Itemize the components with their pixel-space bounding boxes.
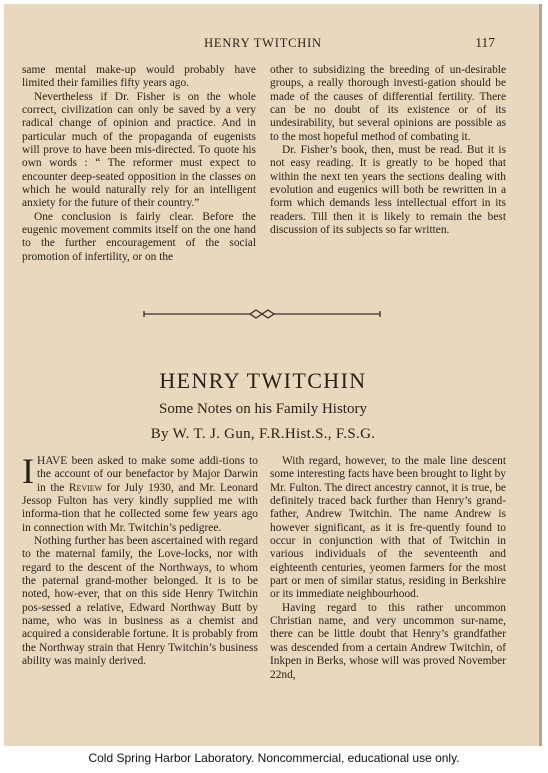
article-paragraph: Nothing further has been ascertained with regard to the maternal family, the Love-locks, nor with regard to the descent of the Northways, to whom the paternal grand-mother belonged. It is to be noted, how-ever, that on this side Henry Twitchin pos-sessed a relative, Edward Northway Butt by name, who was in business as a chemist and acquired a considerable fortune. It is probably from the Northway strain that Henry Twitchin’s business ability was mainly derived. — [22, 535, 258, 668]
review-paragraph: other to subsidizing the breeding of un-desirable groups, a really thorough investi-gation should be made of the causes of differential fertility. There can be no doubt of its existence or of its undesirability, but several opinions are possible as to the most hopeful method of combating it. — [270, 64, 506, 143]
section-divider-ornament — [138, 307, 386, 321]
article-subtitle: Some Notes on his Family History — [159, 401, 367, 417]
journal-name: Review — [68, 481, 103, 494]
drop-cap: I — [22, 451, 34, 491]
article-byline: By W. T. J. Gun, F.R.Hist.S., F.S.G. — [150, 426, 376, 442]
article-column-left — [22, 451, 258, 669]
running-head: HENRY TWITCHIN — [204, 36, 322, 50]
review-paragraph: One conclusion is fairly clear. Before the eugenic movement commits itself on the one hand to the further encouragement of the social promotion of infertility, or on the — [22, 210, 256, 263]
review-paragraph: same mental make-up would probably have limited their families fifty years ago. — [22, 64, 256, 90]
review-column-left — [22, 64, 256, 264]
review-paragraph: Nevertheless if Dr. Fisher is on the whole correct, civilization can only be saved by a very radical change of opinion and practice. And in particular much of the propaganda of eugenists will prove to have been mis-directed. To quote his own words : “ The reformer must expect to encounter deep-seated opposition in the classes on which he would naturally rely for an intelligent anxiety for the future of their country.” — [22, 90, 256, 210]
journal-page — [4, 4, 542, 746]
archive-credit-footer: Cold Spring Harbor Laboratory. Noncommercial, educational use only. — [88, 751, 460, 765]
article-paragraph: With regard, however, to the male line descent some interesting facts have been brought to light by Mr. Fulton. The direct ancestry cannot, it is true, be definitely traced back further than Henry’s grand-father, Andrew Twitchin. The name Andrew is however significant, as it is fre-quently found to occur in conjunction with that of Twitchin in various individuals of the seventeenth and eighteenth centuries, yeomen farmers for the most part or men of similar status, residing in Berkshire or its immediate neighbourhood. — [270, 455, 506, 601]
article-paragraph: Having regard to this rather uncommon Christian name, and very uncommon sur-name, there can be little doubt that Henry’s grandfather was descended from a certain Andrew Twitchin, of Inkpen in Berks, whose will was proved November 22nd, — [270, 601, 506, 681]
article-column-right — [270, 455, 506, 682]
article-paragraph: IHAVE been asked to make some addi-tions to the account of our benefactor by Major Darwin in the Review for July 1930, and Mr. Leonard Jessop Fulton has very kindly supplied me with informa-tion that he collected some few years ago in connection with Mr. Twitchin’s pedigree. — [22, 451, 258, 534]
review-paragraph: Dr. Fisher’s book, then, must be read. But it is not easy reading. It is greatly to be hoped that within the next ten years the sections dealing with evolution and eugenics will both be rewritten in a form which demands less intellectual effort in its readers. Till then it is likely to remain the best discussion of its subjects so far written. — [270, 144, 506, 237]
page-number: 117 — [475, 35, 495, 50]
review-column-right — [270, 64, 506, 237]
opening-word: HAVE — [37, 455, 68, 467]
article-title: HENRY TWITCHIN — [159, 368, 367, 393]
